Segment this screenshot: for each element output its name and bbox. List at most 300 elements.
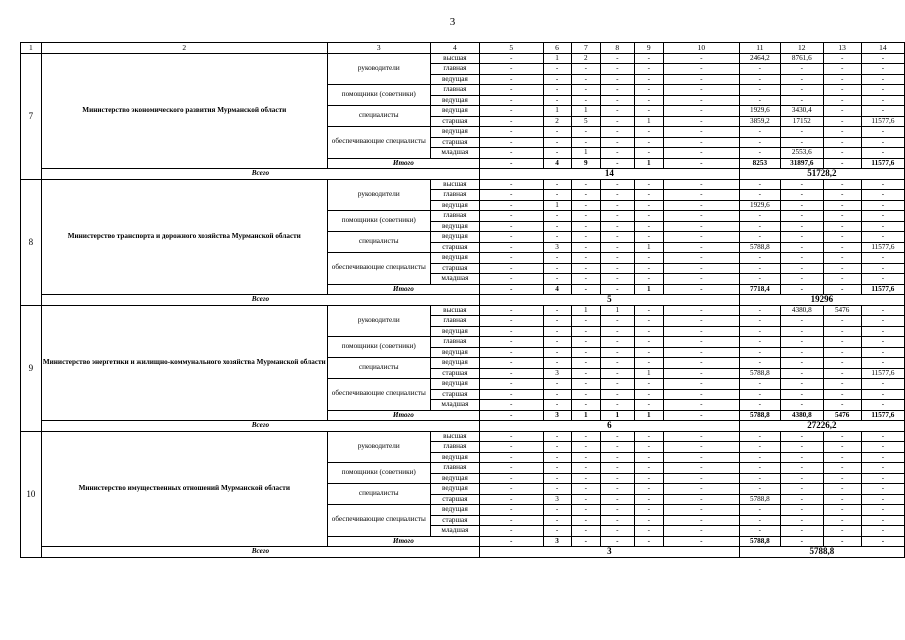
value-cell: - xyxy=(479,116,543,127)
itogo-value: 11577,6 xyxy=(861,158,904,169)
value-cell: - xyxy=(571,74,600,85)
value-cell: - xyxy=(664,53,740,64)
value-cell: - xyxy=(634,221,663,232)
value-cell: - xyxy=(823,85,861,96)
value-cell: - xyxy=(739,137,780,148)
value-cell: - xyxy=(823,526,861,537)
header-cell: 8 xyxy=(601,43,635,54)
vsego-count: 6 xyxy=(479,421,739,432)
value-cell: - xyxy=(543,326,571,337)
value-cell: - xyxy=(739,64,780,75)
value-cell: - xyxy=(664,274,740,285)
position-level: старшая xyxy=(430,494,479,505)
header-cell: 12 xyxy=(781,43,823,54)
value-cell: - xyxy=(664,232,740,243)
itogo-label: Итого xyxy=(327,158,479,169)
table-row xyxy=(21,179,905,190)
position-level: главная xyxy=(430,64,479,75)
value-cell: - xyxy=(634,515,663,526)
value-cell: - xyxy=(479,368,543,379)
position-group: помощники (советники) xyxy=(327,211,430,232)
value-cell: - xyxy=(781,400,823,411)
vsego-sum: 5788,8 xyxy=(739,547,904,558)
value-cell: - xyxy=(823,106,861,117)
header-cell: 10 xyxy=(664,43,740,54)
value-cell: - xyxy=(543,452,571,463)
value-cell: - xyxy=(823,337,861,348)
header-cell: 1 xyxy=(21,43,42,54)
vsego-label: Всего xyxy=(41,421,479,432)
value-cell: - xyxy=(571,211,600,222)
value-cell: - xyxy=(861,400,904,411)
value-cell: - xyxy=(823,473,861,484)
value-cell: - xyxy=(739,190,780,201)
vsego-row xyxy=(21,547,905,558)
value-cell: - xyxy=(739,515,780,526)
value-cell: - xyxy=(571,368,600,379)
value-cell: - xyxy=(601,211,635,222)
value-cell: 1 xyxy=(543,106,571,117)
value-cell: - xyxy=(823,179,861,190)
page-number: 3 xyxy=(449,16,456,28)
value-cell: - xyxy=(739,473,780,484)
position-level: ведущая xyxy=(430,505,479,516)
value-cell: - xyxy=(634,400,663,411)
value-cell: - xyxy=(739,526,780,537)
value-cell: - xyxy=(861,452,904,463)
table-row xyxy=(21,53,905,64)
value-cell: - xyxy=(601,190,635,201)
value-cell: - xyxy=(861,494,904,505)
value-cell: - xyxy=(634,200,663,211)
value-cell: - xyxy=(479,211,543,222)
header-cell: 9 xyxy=(634,43,663,54)
value-cell: - xyxy=(543,95,571,106)
value-cell: - xyxy=(601,389,635,400)
value-cell: - xyxy=(739,95,780,106)
position-group: помощники (советники) xyxy=(327,337,430,358)
value-cell: - xyxy=(479,64,543,75)
value-cell: - xyxy=(823,127,861,138)
value-cell: - xyxy=(861,505,904,516)
value-cell: - xyxy=(601,74,635,85)
value-cell: - xyxy=(543,274,571,285)
position-level: старшая xyxy=(430,116,479,127)
value-cell: - xyxy=(781,316,823,327)
value-cell: - xyxy=(634,431,663,442)
value-cell: - xyxy=(861,305,904,316)
value-cell: - xyxy=(543,379,571,390)
value-cell: - xyxy=(781,326,823,337)
value-cell: - xyxy=(571,179,600,190)
table-row xyxy=(21,431,905,442)
value-cell: - xyxy=(571,431,600,442)
value-cell: - xyxy=(543,211,571,222)
value-cell: - xyxy=(781,95,823,106)
ministry-name: Министерство энергетики и жилищно-коммунального хозяйства Мурманской области xyxy=(41,305,327,421)
position-level: главная xyxy=(430,463,479,474)
value-cell: - xyxy=(634,484,663,495)
value-cell: - xyxy=(664,389,740,400)
vsego-row xyxy=(21,169,905,180)
position-level: ведущая xyxy=(430,484,479,495)
value-cell: - xyxy=(571,358,600,369)
value-cell: - xyxy=(823,116,861,127)
value-cell: - xyxy=(571,494,600,505)
position-level: младшая xyxy=(430,526,479,537)
value-cell: - xyxy=(571,274,600,285)
value-cell: - xyxy=(571,463,600,474)
value-cell: 3 xyxy=(543,242,571,253)
vsego-label: Всего xyxy=(41,547,479,558)
itogo-value: - xyxy=(571,536,600,547)
value-cell: - xyxy=(634,358,663,369)
value-cell: - xyxy=(861,53,904,64)
itogo-value: 11577,6 xyxy=(861,410,904,421)
value-cell: - xyxy=(861,431,904,442)
value-cell: - xyxy=(664,463,740,474)
value-cell: - xyxy=(664,473,740,484)
value-cell: 1 xyxy=(571,305,600,316)
position-level: старшая xyxy=(430,515,479,526)
value-cell: - xyxy=(571,442,600,453)
section-number: 10 xyxy=(21,431,42,557)
itogo-value: - xyxy=(781,284,823,295)
value-cell: - xyxy=(601,127,635,138)
value-cell: - xyxy=(664,116,740,127)
position-level: ведущая xyxy=(430,326,479,337)
value-cell: - xyxy=(601,148,635,159)
value-cell: - xyxy=(781,379,823,390)
value-cell: - xyxy=(479,379,543,390)
position-level: ведущая xyxy=(430,200,479,211)
position-level: ведущая xyxy=(430,221,479,232)
value-cell: - xyxy=(823,148,861,159)
value-cell: - xyxy=(823,368,861,379)
value-cell: - xyxy=(739,253,780,264)
value-cell: - xyxy=(571,190,600,201)
value-cell: - xyxy=(601,316,635,327)
value-cell: - xyxy=(479,305,543,316)
value-cell: - xyxy=(601,494,635,505)
value-cell: - xyxy=(601,379,635,390)
itogo-value: 4 xyxy=(543,284,571,295)
vsego-label: Всего xyxy=(41,169,479,180)
header-cell: 13 xyxy=(823,43,861,54)
position-group: специалисты xyxy=(327,106,430,127)
position-group: руководители xyxy=(327,53,430,85)
header-cell: 14 xyxy=(861,43,904,54)
position-group: специалисты xyxy=(327,484,430,505)
value-cell: - xyxy=(823,53,861,64)
value-cell: 5476 xyxy=(823,305,861,316)
value-cell: - xyxy=(479,431,543,442)
value-cell: - xyxy=(571,473,600,484)
value-cell: - xyxy=(781,526,823,537)
ministry-name: Министерство имущественных отношений Мурманской области xyxy=(41,431,327,547)
value-cell: - xyxy=(861,137,904,148)
value-cell: - xyxy=(634,463,663,474)
section-number: 8 xyxy=(21,179,42,305)
value-cell: - xyxy=(861,253,904,264)
itogo-value: 4 xyxy=(543,158,571,169)
itogo-value: - xyxy=(479,158,543,169)
value-cell: - xyxy=(664,368,740,379)
value-cell: 2464,2 xyxy=(739,53,780,64)
value-cell: - xyxy=(601,400,635,411)
value-cell: - xyxy=(479,253,543,264)
value-cell: - xyxy=(781,431,823,442)
value-cell: - xyxy=(739,484,780,495)
value-cell: - xyxy=(823,484,861,495)
position-level: младшая xyxy=(430,274,479,285)
value-cell: - xyxy=(739,316,780,327)
position-level: старшая xyxy=(430,242,479,253)
value-cell: - xyxy=(479,463,543,474)
value-cell: - xyxy=(543,358,571,369)
itogo-value: - xyxy=(571,284,600,295)
value-cell: - xyxy=(634,64,663,75)
value-cell: - xyxy=(543,400,571,411)
value-cell: - xyxy=(479,505,543,516)
value-cell: - xyxy=(601,431,635,442)
value-cell: - xyxy=(739,431,780,442)
value-cell: - xyxy=(781,274,823,285)
value-cell: - xyxy=(781,358,823,369)
header-cell: 6 xyxy=(543,43,571,54)
value-cell: - xyxy=(479,127,543,138)
value-cell: - xyxy=(479,263,543,274)
value-cell: - xyxy=(571,515,600,526)
value-cell: - xyxy=(571,95,600,106)
value-cell: - xyxy=(543,463,571,474)
value-cell: - xyxy=(479,400,543,411)
value-cell: - xyxy=(634,106,663,117)
value-cell: - xyxy=(601,326,635,337)
value-cell: - xyxy=(823,211,861,222)
value-cell: - xyxy=(601,452,635,463)
itogo-value: - xyxy=(823,158,861,169)
position-level: ведущая xyxy=(430,452,479,463)
value-cell: - xyxy=(634,137,663,148)
value-cell: - xyxy=(664,74,740,85)
value-cell: - xyxy=(861,347,904,358)
value-cell: - xyxy=(781,211,823,222)
position-group: обеспечивающие специалисты xyxy=(327,253,430,285)
header-cell: 5 xyxy=(479,43,543,54)
value-cell: - xyxy=(739,263,780,274)
position-level: старшая xyxy=(430,263,479,274)
value-cell: - xyxy=(479,358,543,369)
position-level: ведущая xyxy=(430,358,479,369)
value-cell: - xyxy=(634,379,663,390)
vsego-sum: 51728,2 xyxy=(739,169,904,180)
value-cell: - xyxy=(601,442,635,453)
value-cell: - xyxy=(601,221,635,232)
position-level: главная xyxy=(430,442,479,453)
value-cell: - xyxy=(861,358,904,369)
position-level: высшая xyxy=(430,179,479,190)
value-cell: - xyxy=(601,274,635,285)
value-cell: - xyxy=(571,484,600,495)
position-group: обеспечивающие специалисты xyxy=(327,379,430,411)
value-cell: - xyxy=(781,263,823,274)
value-cell: - xyxy=(601,515,635,526)
column-number-row xyxy=(21,43,905,54)
itogo-value: - xyxy=(823,284,861,295)
position-level: старшая xyxy=(430,389,479,400)
position-level: старшая xyxy=(430,368,479,379)
header-cell: 11 xyxy=(739,43,780,54)
value-cell: - xyxy=(479,515,543,526)
value-cell: - xyxy=(543,347,571,358)
itogo-value: - xyxy=(479,536,543,547)
value-cell: - xyxy=(634,179,663,190)
value-cell: - xyxy=(861,274,904,285)
value-cell: - xyxy=(823,452,861,463)
value-cell: - xyxy=(861,515,904,526)
vsego-count: 14 xyxy=(479,169,739,180)
value-cell: - xyxy=(664,505,740,516)
staffing-table xyxy=(20,42,905,558)
value-cell: - xyxy=(739,452,780,463)
value-cell: - xyxy=(781,473,823,484)
value-cell: - xyxy=(664,305,740,316)
itogo-label: Итого xyxy=(327,284,479,295)
itogo-value: 5476 xyxy=(823,410,861,421)
position-group: обеспечивающие специалисты xyxy=(327,505,430,537)
value-cell: - xyxy=(543,232,571,243)
value-cell: - xyxy=(823,494,861,505)
value-cell: - xyxy=(739,358,780,369)
ministry-name: Министерство транспорта и дорожного хозяйства Мурманской области xyxy=(41,179,327,295)
value-cell: - xyxy=(664,326,740,337)
itogo-value: 3 xyxy=(543,536,571,547)
value-cell: - xyxy=(479,200,543,211)
value-cell: - xyxy=(571,379,600,390)
value-cell: - xyxy=(823,95,861,106)
value-cell: 5788,8 xyxy=(739,494,780,505)
value-cell: - xyxy=(823,442,861,453)
value-cell: - xyxy=(739,326,780,337)
value-cell: - xyxy=(861,473,904,484)
value-cell: - xyxy=(571,242,600,253)
value-cell: - xyxy=(479,106,543,117)
value-cell: - xyxy=(601,463,635,474)
value-cell: 2 xyxy=(543,116,571,127)
value-cell: - xyxy=(664,452,740,463)
value-cell: - xyxy=(823,74,861,85)
value-cell: - xyxy=(634,305,663,316)
value-cell: - xyxy=(479,526,543,537)
value-cell: - xyxy=(781,232,823,243)
value-cell: - xyxy=(781,127,823,138)
value-cell: - xyxy=(543,526,571,537)
value-cell: - xyxy=(861,85,904,96)
header-cell: 7 xyxy=(571,43,600,54)
value-cell: - xyxy=(601,200,635,211)
value-cell: - xyxy=(634,494,663,505)
value-cell: - xyxy=(861,263,904,274)
value-cell: - xyxy=(634,505,663,516)
value-cell: - xyxy=(571,64,600,75)
vsego-row xyxy=(21,421,905,432)
value-cell: - xyxy=(861,179,904,190)
itogo-value: 1 xyxy=(634,284,663,295)
value-cell: - xyxy=(823,200,861,211)
value-cell: - xyxy=(634,190,663,201)
value-cell: - xyxy=(823,358,861,369)
value-cell: - xyxy=(543,473,571,484)
value-cell: 3430,4 xyxy=(781,106,823,117)
value-cell: - xyxy=(781,337,823,348)
position-level: старшая xyxy=(430,137,479,148)
value-cell: - xyxy=(543,190,571,201)
value-cell: 3 xyxy=(543,368,571,379)
value-cell: - xyxy=(634,148,663,159)
value-cell: - xyxy=(634,473,663,484)
value-cell: - xyxy=(861,200,904,211)
value-cell: - xyxy=(861,190,904,201)
header-cell: 2 xyxy=(41,43,327,54)
value-cell: - xyxy=(634,442,663,453)
value-cell: - xyxy=(781,484,823,495)
value-cell: 1 xyxy=(634,368,663,379)
value-cell: - xyxy=(601,473,635,484)
value-cell: - xyxy=(543,431,571,442)
value-cell: - xyxy=(479,148,543,159)
value-cell: - xyxy=(634,85,663,96)
value-cell: - xyxy=(479,53,543,64)
value-cell: - xyxy=(739,179,780,190)
value-cell: - xyxy=(823,190,861,201)
itogo-label: Итого xyxy=(327,410,479,421)
value-cell: - xyxy=(861,326,904,337)
value-cell: - xyxy=(664,263,740,274)
vsego-sum: 19296 xyxy=(739,295,904,306)
value-cell: - xyxy=(739,148,780,159)
value-cell: - xyxy=(543,127,571,138)
value-cell: 1 xyxy=(634,242,663,253)
value-cell: - xyxy=(634,452,663,463)
value-cell: - xyxy=(571,347,600,358)
value-cell: - xyxy=(571,452,600,463)
value-cell: - xyxy=(543,505,571,516)
position-level: ведущая xyxy=(430,232,479,243)
value-cell: - xyxy=(571,337,600,348)
itogo-value: - xyxy=(601,158,635,169)
value-cell: - xyxy=(823,232,861,243)
value-cell: - xyxy=(781,85,823,96)
itogo-value: - xyxy=(664,536,740,547)
ministry-name: Министерство экономического развития Мурманской области xyxy=(41,53,327,169)
value-cell: - xyxy=(571,326,600,337)
table-body xyxy=(21,53,905,557)
position-level: ведущая xyxy=(430,473,479,484)
value-cell: - xyxy=(601,179,635,190)
itogo-value: - xyxy=(634,536,663,547)
position-level: младшая xyxy=(430,400,479,411)
value-cell: - xyxy=(634,526,663,537)
value-cell: 3 xyxy=(543,494,571,505)
table-row xyxy=(21,305,905,316)
value-cell: - xyxy=(571,127,600,138)
value-cell: - xyxy=(781,515,823,526)
value-cell: - xyxy=(479,484,543,495)
value-cell: - xyxy=(823,137,861,148)
value-cell: - xyxy=(739,274,780,285)
value-cell: - xyxy=(543,253,571,264)
